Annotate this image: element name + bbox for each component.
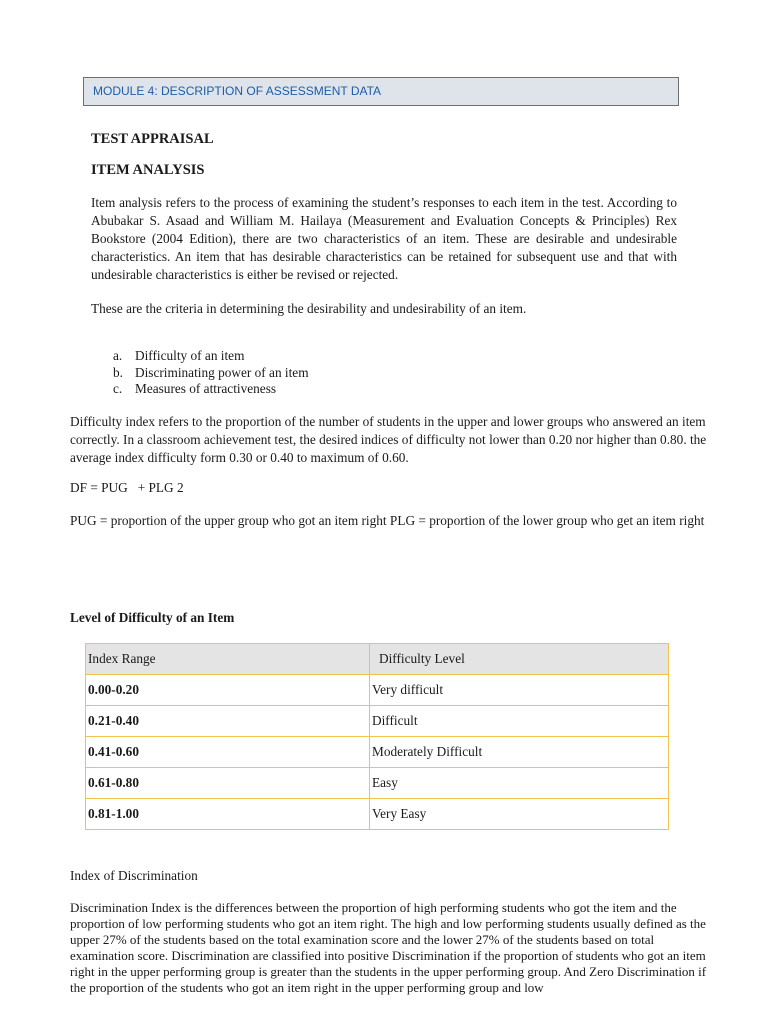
table-row: [86, 768, 669, 799]
formula-legend: PUG = proportion of the upper group who got an item right PLG = proportion of the lower group who get an item right: [70, 513, 705, 528]
module-title: MODULE 4: DESCRIPTION OF ASSESSMENT DATA: [93, 84, 382, 98]
heading-item-analysis: ITEM ANALYSIS: [91, 162, 205, 178]
discrimination-heading: Index of Discrimination: [70, 868, 198, 883]
list-item: [113, 381, 309, 398]
difficulty-level-cell: Moderately Difficult: [370, 737, 669, 768]
criteria-intro: These are the criteria in determining the desirability and undesirability of an item.: [91, 301, 527, 316]
table-header-row: [86, 644, 669, 675]
index-range-cell: 0.41-0.60: [86, 737, 370, 768]
list-item-text: Measures of attractiveness: [135, 381, 277, 397]
table-row: [86, 737, 669, 768]
difficulty-index-paragraph: Difficulty index refers to the proportion of the number of students in the upper and lower groups who answered an item correctly. In a classroom achievement test, the desired indices of difficulty not lower than 0.20 nor higher than 0.80. the average index difficulty form 0.30 or 0.40 to maximum of 0.60.: [70, 414, 707, 465]
module-banner: [83, 77, 679, 106]
list-item: [113, 365, 309, 382]
table-row: [86, 675, 669, 706]
index-range-cell: 0.81-1.00: [86, 799, 370, 830]
formula: DF = PUG + PLG 2: [70, 480, 184, 495]
difficulty-level-cell: Difficult: [370, 706, 669, 737]
criteria-list: [113, 348, 309, 398]
difficulty-level-cell: Very difficult: [370, 675, 669, 706]
list-marker: c.: [113, 381, 123, 397]
column-header-difficulty-level: Difficulty Level: [370, 644, 669, 675]
difficulty-table-title: Level of Difficulty of an Item: [70, 610, 235, 625]
discrimination-paragraph: Discrimination Index is the differences between the proportion of high performing students who got the item and the proportion of low performing students who got an item right. The high and low performing students usually defined as the upper 27% of the students based on the total examination score and the lower 27% of the students based on total examination score. Discrimination are classified into positive Discrimination if the proportion of students who got an item right in the upper performing group is greater than the students in the upper performing group. And Zero Discrimination if the proportion of the students who got an item right in the upper performing group and low: [70, 900, 707, 995]
list-marker: b.: [113, 364, 123, 380]
table-row: [86, 706, 669, 737]
index-range-cell: 0.21-0.40: [86, 706, 370, 737]
index-range-cell: 0.00-0.20: [86, 675, 370, 706]
table-row: [86, 799, 669, 830]
index-range-cell: 0.61-0.80: [86, 768, 370, 799]
intro-paragraph: Item analysis refers to the process of examining the student’s responses to each item in the test. According to Abubakar S. Asaad and William M. Hailaya (Measurement and Evaluation Concepts & Principles) Rex Bookstore (2004 Edition), there are two characteristics of an item. These are desirable and undesirable characteristics. An item that has desirable characteristics can be retained for subsequent use and that with undesirable characteristics is either be revised or rejected.: [91, 195, 677, 282]
difficulty-table: [85, 643, 669, 830]
list-marker: a.: [113, 348, 123, 363]
heading-test-appraisal: TEST APPRAISAL: [91, 131, 214, 147]
list-item-text: Discriminating power of an item: [135, 364, 309, 380]
list-item-text: Difficulty of an item: [135, 348, 245, 363]
column-header-index-range: Index Range: [86, 644, 370, 675]
list-item: [113, 348, 309, 365]
difficulty-level-cell: Very Easy: [370, 799, 669, 830]
difficulty-level-cell: Easy: [370, 768, 669, 799]
